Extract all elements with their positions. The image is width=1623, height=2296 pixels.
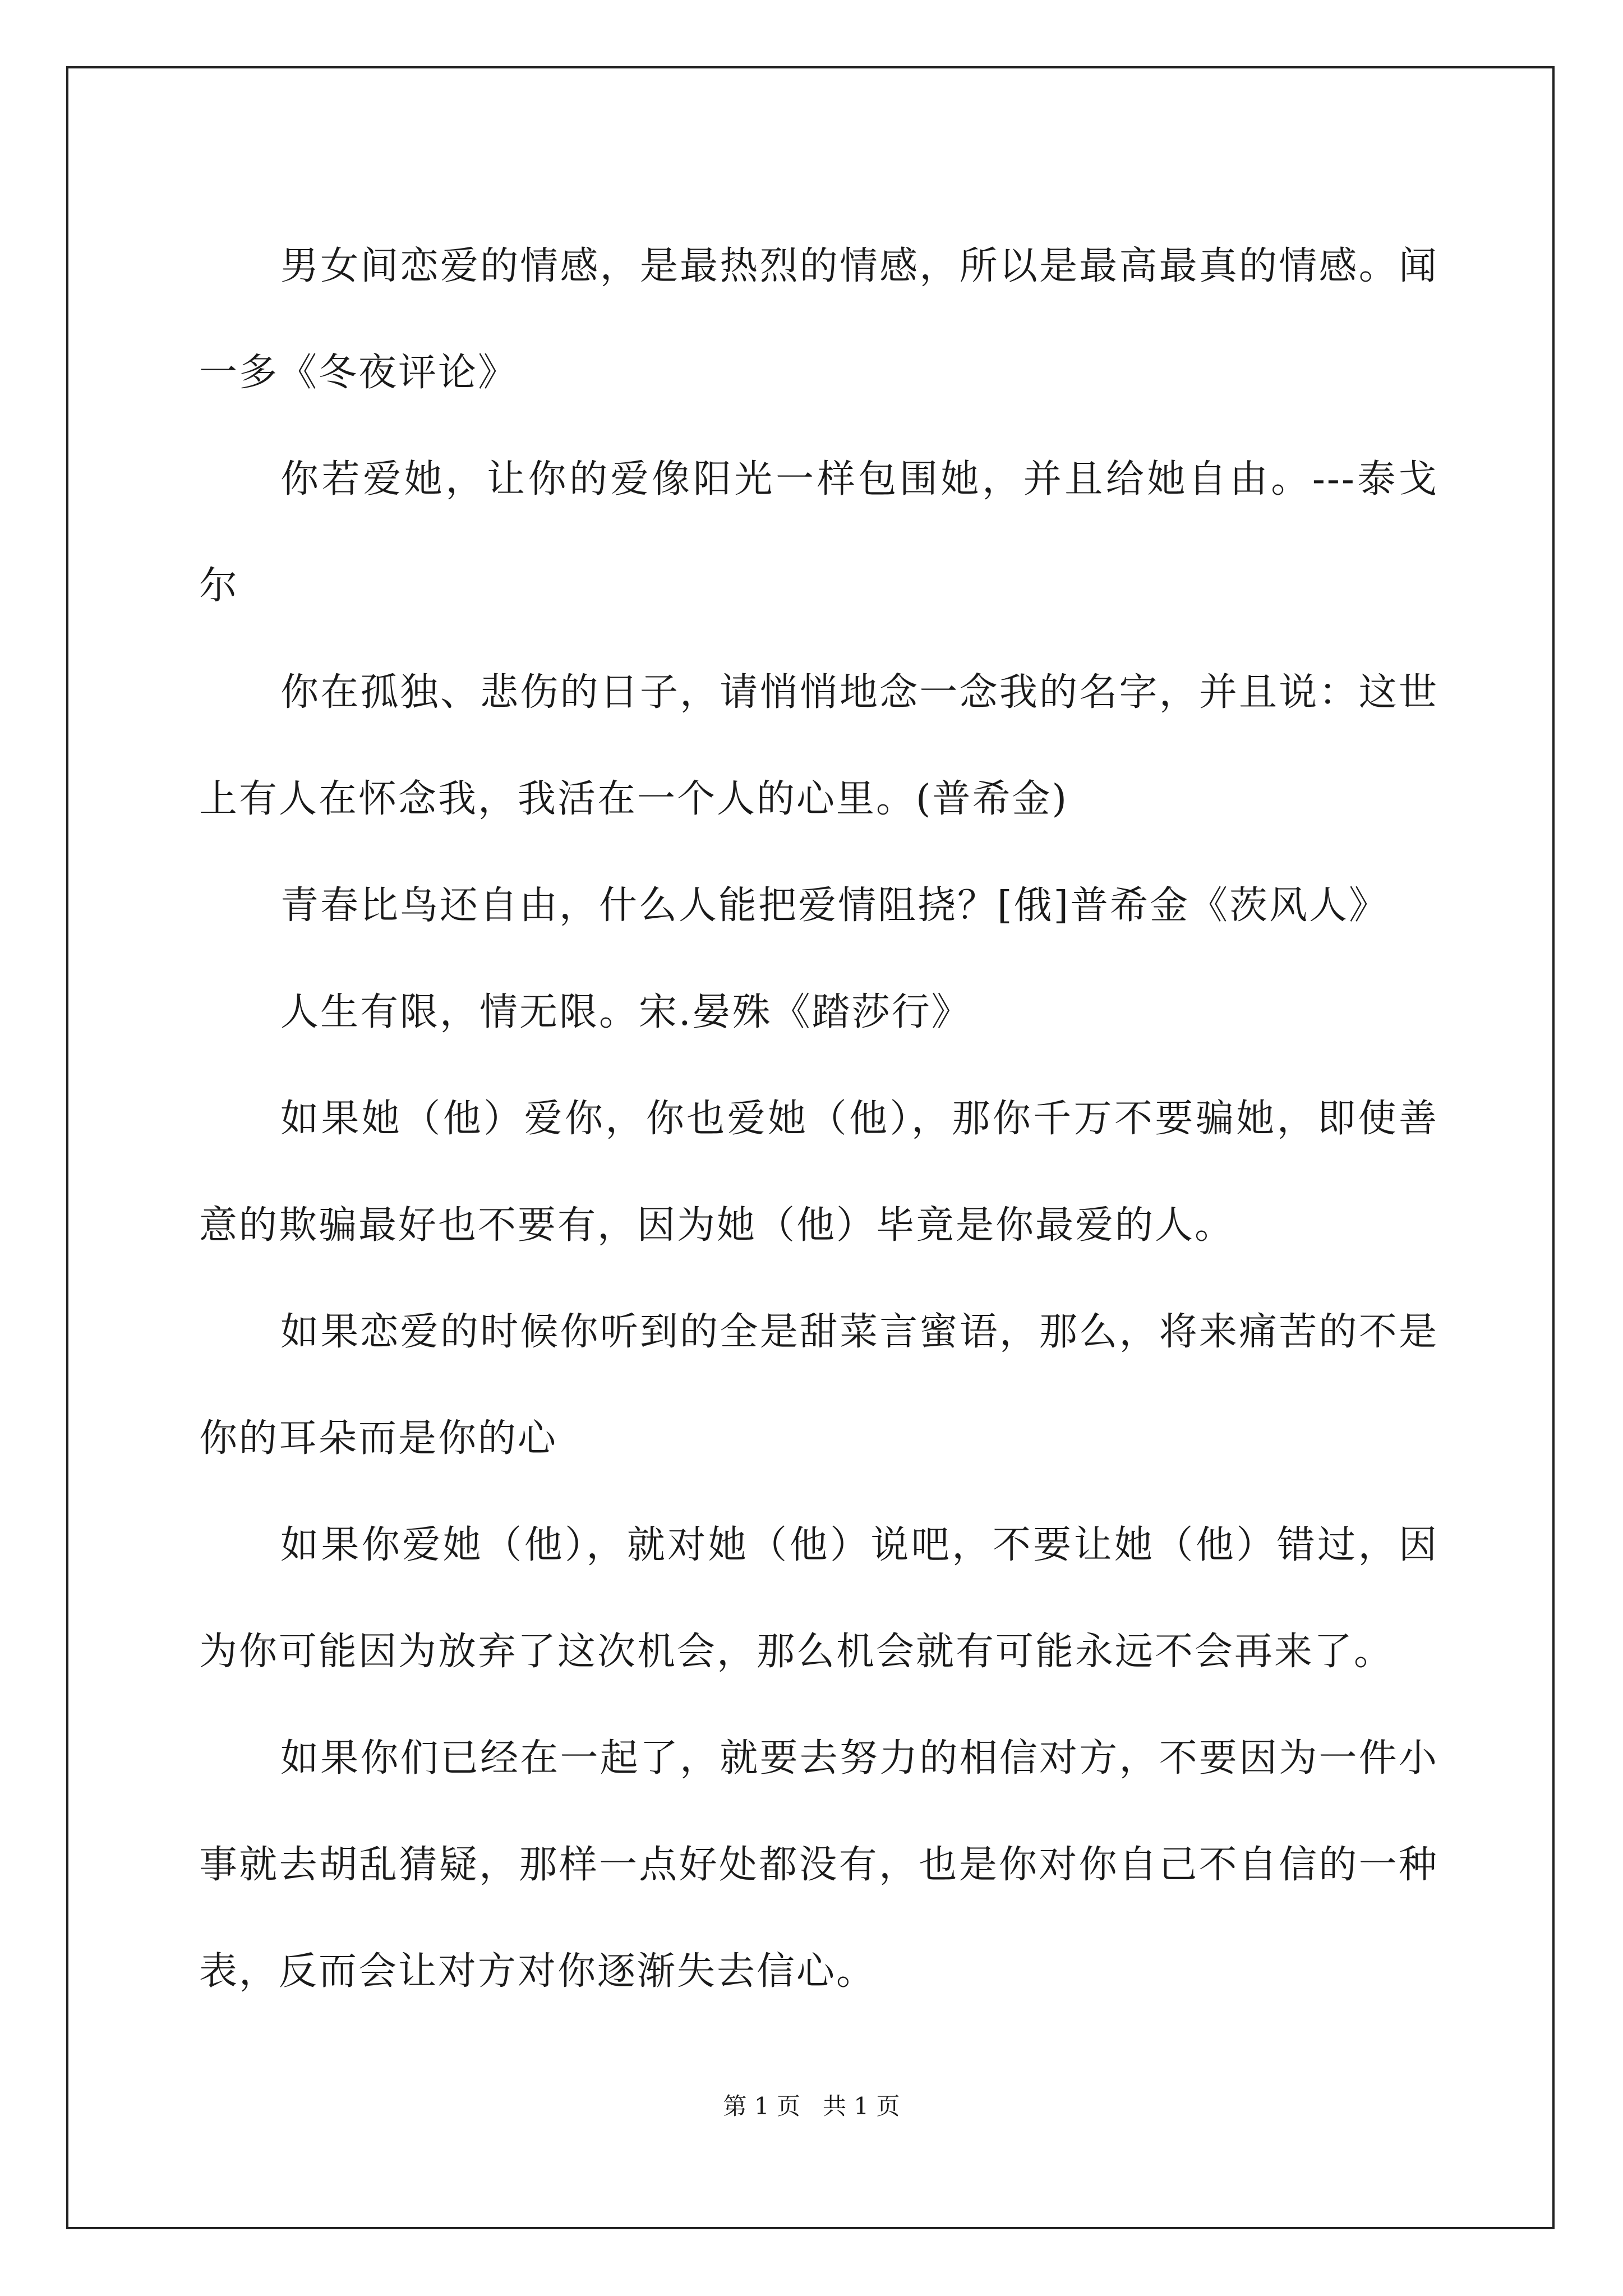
page-number-footer: 第 1 页 共 1 页 — [723, 2092, 900, 2120]
paragraph-2: 你若爱她，让你的爱像阳光一样包围她，并且给她自由。---泰戈尔 — [199, 457, 1438, 608]
paragraph-3: 你在孤独、悲伤的日子，请悄悄地念一念我的名字，并且说：这世上有人在怀念我，我活在一个人的心里。(普希金) — [199, 670, 1438, 821]
paragraph-5: 人生有限，情无限。宋.晏殊《踏莎行》 — [280, 990, 971, 1034]
document-body — [199, 213, 1438, 2025]
paragraph-6: 如果她（他）爱你，你也爱她（他），那你千万不要骗她，即使善意的欺骗最好也不要有，因为她（他）毕竟是你最爱的人。 — [199, 1097, 1438, 1248]
paragraph-4: 青春比鸟还自由，什么人能把爱情阻挠？[俄]普希金《茨风人》 — [280, 884, 1389, 928]
paragraph-8: 如果你爱她（他），就对她（他）说吧，不要让她（他）错过，因为你可能因为放弃了这次机会，那么机会就有可能永远不会再来了。 — [199, 1523, 1438, 1674]
paragraph-7: 如果恋爱的时候你听到的全是甜菜言蜜语，那么，将来痛苦的不是你的耳朵而是你的心 — [199, 1310, 1438, 1461]
paragraph-9: 如果你们已经在一起了，就要去努力的相信对方，不要因为一件小事就去胡乱猜疑，那样一点好处都没有，也是你对你自己不自信的一种表，反而会让对方对你逐渐失去信心。 — [199, 1736, 1438, 1994]
paragraph-1: 男女间恋爱的情感，是最热烈的情感，所以是最高最真的情感。闻一多《冬夜评论》 — [199, 244, 1438, 395]
